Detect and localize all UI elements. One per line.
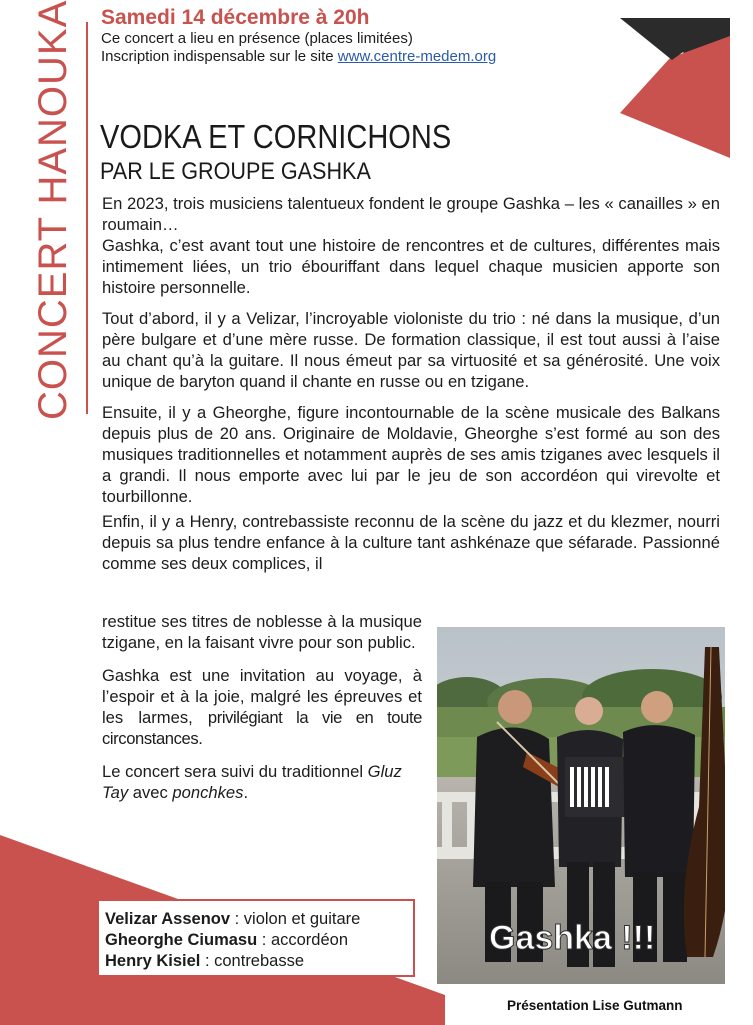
credit-name: Henry Kisiel [105,952,201,970]
registration-prefix: Inscription indispensable sur le site [101,48,338,65]
after-concert-mid: avec [128,783,173,802]
website-link[interactable]: www.centre-medem.org [337,48,497,65]
presenter-credit: Présentation Lise Gutmann [507,998,683,1013]
event-date: Samedi 14 décembre à 20h [101,6,370,29]
concert-title: VODKA ET CORNICHONS [100,118,452,155]
description-body [102,193,720,574]
gluz-tay: Gluz Tay [102,762,402,802]
paragraph-invitation-text: Gashka est une invitation au voyage, à l’espoir et à la joie, malgré les épreuves et les larmes, [102,666,422,727]
ponchkes: ponchkes [172,783,244,802]
header [101,6,496,66]
credit-name: Velizar Assenov [105,910,231,928]
credit-line [105,930,413,951]
paragraph-invitation [102,665,422,749]
vertical-divider [86,22,88,414]
registration-note [101,48,496,66]
credit-role: : violon et guitare [230,910,361,928]
paragraph-henry: Enfin, il y a Henry, contrebassiste reconnu de la scène du jazz et du klezmer, nourri depuis sa plus tendre enfance à la culture tant ashkénaze que séfarade. Passionné comme ses deux complices, il [102,512,720,573]
credit-role: : accordéon [257,931,349,949]
credit-role: : contrebasse [200,952,305,970]
attendance-note: Ce concert a lieu en présence (places limitées) [101,30,413,47]
paragraph-henry-continued: restitue ses titres de noblesse à la musique tzigane, en la faisant vivre pour son public. [102,612,422,652]
paragraph-intro: En 2023, trois musiciens talentueux fondent le groupe Gashka – les « canailles » en roumain… [102,194,720,234]
concert-subtitle: PAR LE GROUPE GASHKA [100,158,371,185]
musician-credits [97,899,415,977]
side-title-concert-hanouka: CONCERT HANOUKA [31,0,75,420]
paragraph-velizar: Tout d’abord, il y a Velizar, l’incroyable violoniste du trio : né dans la musique, d’un père bulgare et d’une mère russe. De formation classique, il est tout aussi à l’aise au chant qu’à la guitare. Il nous émeut par sa virtuosité et sa générosité. Une voix unique de baryton quand il chante en russe ou en tzigane. [102,309,720,391]
credit-line [105,909,413,930]
credit-name: Gheorghe Ciumasu [105,931,258,949]
paragraph-gheorghe: Ensuite, il y a Gheorghe, figure incontournable de la scène musicale des Balkans depuis plus de 20 ans. Originaire de Moldavie, Gheorghe s’est formé au son des musiques traditionnelles et notamment auprès de ses amis tziganes avec lesquels il a grandi. Il nous emporte avec lui par le jeu de son accordéon qui virevolte et tourbillonne. [102,403,720,506]
corner-triangles-decoration [620,18,730,158]
paragraph-gashka: Gashka, c’est avant tout une histoire de rencontres et de cultures, différentes mais intimement liées, un trio ébouriffant dans lequel chaque musicien apporte son histoire personnelle. [102,236,720,297]
description-narrow [102,611,422,815]
paragraph-invitation-end: privilégiant la vie en toute circonstances. [102,708,422,748]
after-concert-end: . [243,783,249,802]
paragraph-after-concert [102,761,422,803]
after-concert-prefix: Le concert sera suivi du traditionnel [102,762,368,781]
credit-line [105,951,413,972]
band-photo [437,627,725,984]
photo-caption: Gashka !!! [489,919,656,957]
